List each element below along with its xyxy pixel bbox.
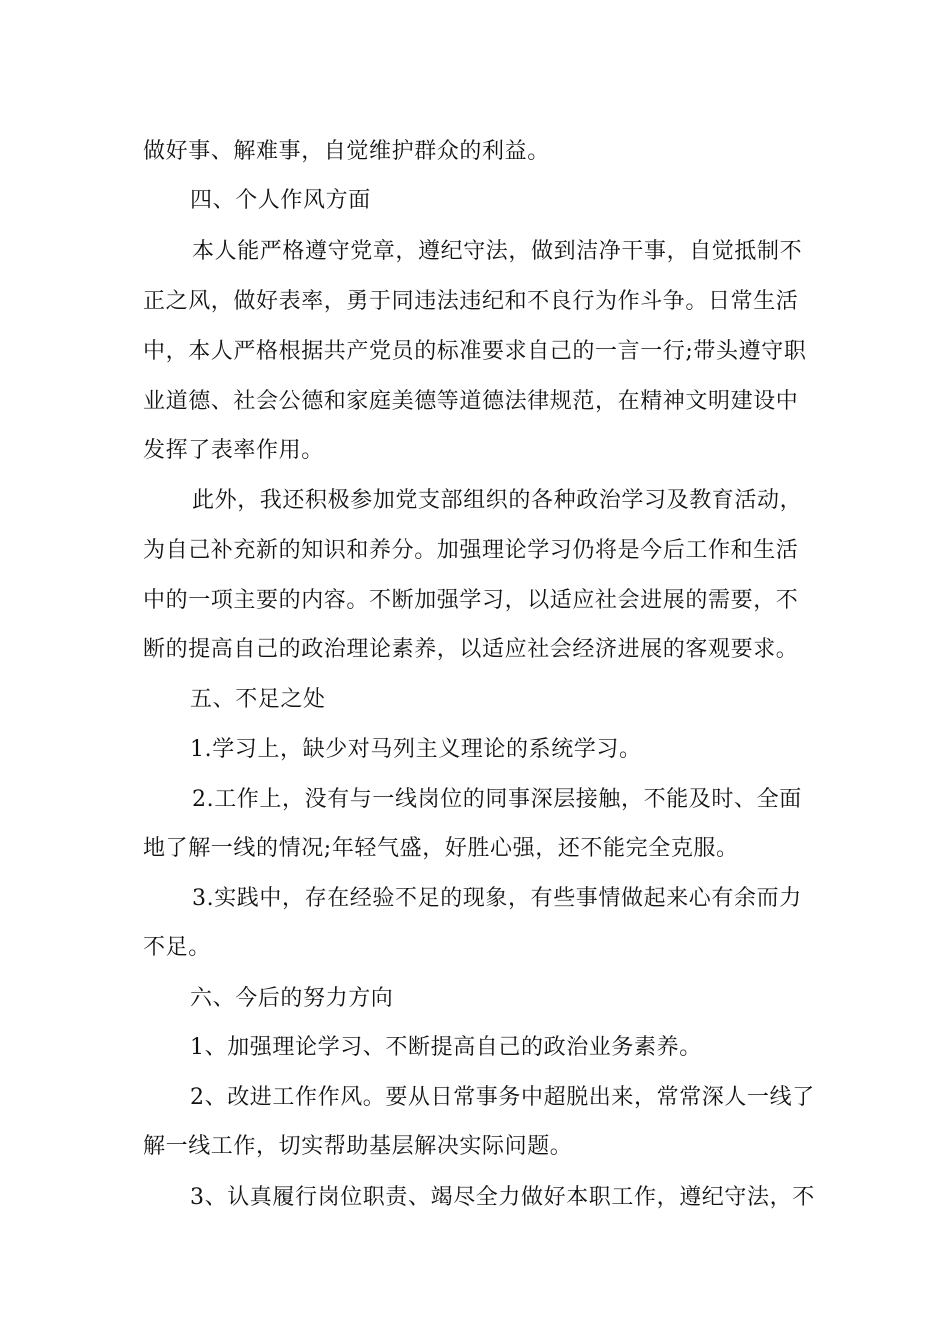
list-item: 1、加强理论学习、不断提高自己的政治业务素养。 [190,1035,702,1060]
paragraph-line: 为自己补充新的知识和养分。加强理论学习仍将是今后工作和生活 [143,538,799,563]
list-item: 2.工作上，没有与一线岗位的同事深层接触，不能及时、全面 [192,787,802,812]
paragraph-line: 业道德、社会公德和家庭美德等道德法律规范，在精神文明建设中 [143,389,799,414]
paragraph-line: 中的一项主要的内容。不断加强学习，以适应社会进展的需要，不 [143,588,799,613]
section-heading: 六、今后的努力方向 [190,986,394,1011]
section-heading: 五、不足之处 [190,687,326,712]
list-item: 3.实践中，存在经验不足的现象，有些事情做起来心有余而力 [192,886,802,911]
paragraph-line: 发挥了表率作用。 [143,438,324,463]
paragraph-line: 正之风，做好表率，勇于同违法违纪和不良行为作斗争。日常生活 [143,289,799,314]
paragraph-line: 断的提高自己的政治理论素养，以适应社会经济进展的客观要求。 [143,637,799,662]
paragraph-line: 解一线工作，切实帮助基层解决实际问题。 [143,1134,573,1159]
paragraph-line: 本人能严格遵守党章，遵纪守法，做到洁净干事，自觉抵制不 [192,239,803,264]
list-item: 2、改进工作作风。要从日常事务中超脱出来，常常深人一线了 [190,1085,815,1110]
paragraph-line: 做好事、解难事，自觉维护群众的利益。 [143,139,550,164]
paragraph-line: 中，本人严格根据共产党员的标准要求自己的一言一行;带头遵守职 [143,339,807,364]
list-item: 3、认真履行岗位职责、竭尽全力做好本职工作，遵纪守法，不 [190,1185,815,1210]
paragraph-line: 此外，我还积极参加党支部组织的各种政治学习及教育活动， [192,488,803,513]
paragraph-line: 地了解一线的情况;年轻气盛，好胜心强，还不能完全克服。 [143,836,739,861]
section-heading: 四、个人作风方面 [190,188,371,213]
paragraph-line: 不足。 [143,935,211,960]
list-item: 1.学习上，缺少对马列主义理论的系统学习。 [190,737,642,762]
